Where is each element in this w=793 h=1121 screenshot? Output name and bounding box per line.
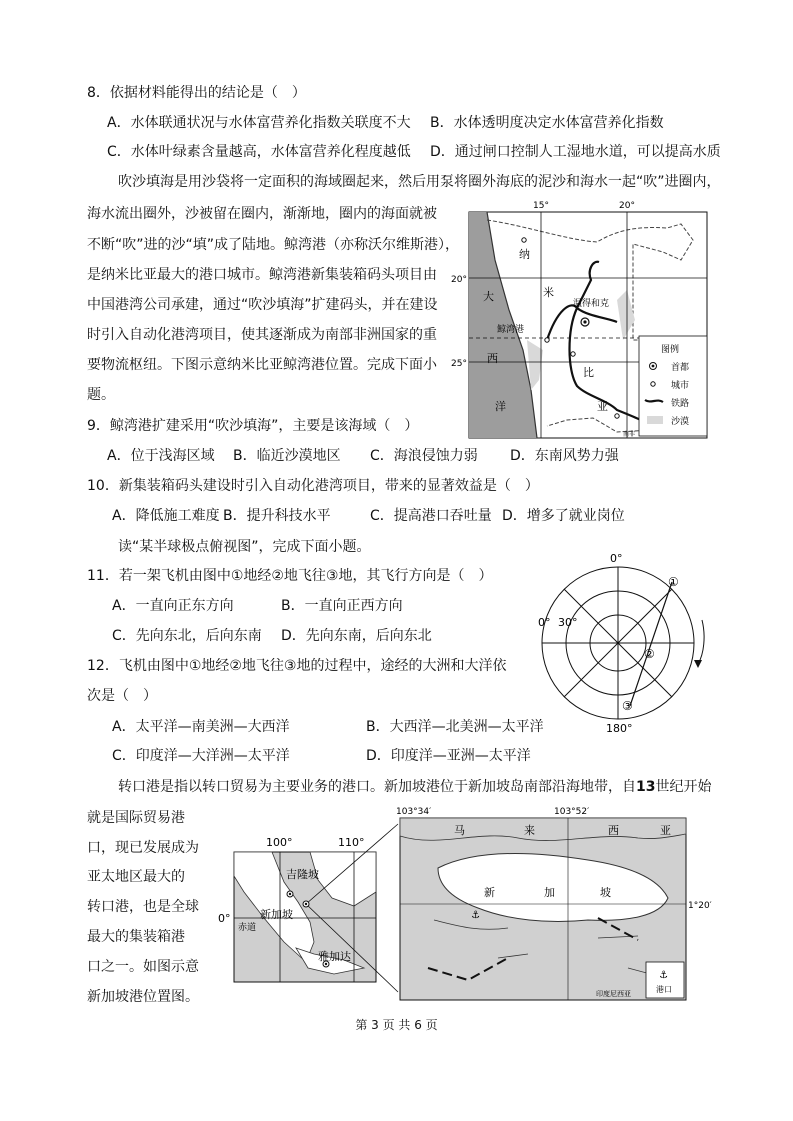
- lat-20-label: 20°: [451, 275, 467, 285]
- passage2-line-8: 新加坡港位置图。: [87, 989, 199, 1005]
- namibia-char-2: 米: [543, 286, 554, 299]
- passage2-line-1: 转口港是指以转口贸易为主要业务的港口。新加坡港位于新加坡岛南部沿海地带，自13世纪开始: [118, 779, 712, 795]
- polar-label-top: 0°: [610, 552, 623, 565]
- passage2-line-2: 就是国际贸易港: [87, 810, 185, 826]
- passage2-line-3: 口，现已发展成为: [87, 840, 199, 856]
- q9-option-b: B．临近沙漠地区: [233, 448, 341, 464]
- lon-100-label: 100°: [266, 836, 293, 849]
- lon-110-label: 110°: [338, 836, 365, 849]
- q11-option-a: A．一直向正东方向: [112, 598, 234, 614]
- svg-text:铁路: 铁路: [671, 399, 690, 409]
- q11-option-c: C．先向东北，后向东南: [112, 628, 262, 644]
- namibia-char-3: 比: [583, 366, 594, 379]
- malaysia-char-3: 西: [608, 824, 619, 837]
- q12-option-a: A．太平洋—南美洲—大西洋: [112, 719, 290, 735]
- south-africa-label: 南非: [623, 431, 636, 438]
- lat-25-label: 25°: [451, 359, 467, 369]
- q10-option-b: B．提升科技水平: [223, 508, 331, 524]
- ocean-char-1: 大: [483, 290, 494, 303]
- q9-option-a: A．位于浅海区域: [107, 448, 215, 464]
- q8-option-c: C．水体叶绿素含量越高，水体富营养化程度越低: [107, 144, 411, 160]
- svg-text:⚓: ⚓: [471, 910, 480, 921]
- q12-stem-2: 次是（ ）: [87, 688, 157, 704]
- svg-text:首都: 首都: [671, 363, 690, 373]
- namibia-map: [451, 200, 709, 440]
- singapore-char-3: 坡: [600, 886, 611, 899]
- singapore-island-map: [398, 808, 718, 1002]
- polar-label-left: 0°: [538, 616, 551, 629]
- q8-option-d: D．通过闸口控制人工湿地水道，可以提高水质: [430, 144, 721, 160]
- jakarta-label: 雅加达: [318, 950, 351, 963]
- q10-stem: 10．新集装箱码头建设时引入自动化港湾项目，带来的显著效益是（ ）: [87, 478, 539, 494]
- singapore-char-1: 新: [484, 886, 495, 899]
- malaysia-char-1: 马: [454, 824, 465, 837]
- passage2-line-4: 亚太地区最大的: [87, 869, 185, 885]
- port-legend-label: 港口: [656, 985, 672, 994]
- map-legend: [639, 336, 707, 436]
- page-footer: 第 3 页 共 6 页: [355, 1018, 438, 1032]
- q12-option-c: C．印度洋—大洋洲—太平洋: [112, 748, 290, 764]
- q10-option-a: A．降低施工难度: [112, 508, 220, 524]
- malaysia-char-2: 来: [524, 824, 535, 837]
- passage1-line-7: 要物流枢纽。下图示意纳米比亚鲸湾港位置。完成下面小: [87, 357, 437, 373]
- malaysia-char-4: 亚: [660, 824, 671, 837]
- singapore-char-2: 加: [544, 886, 555, 899]
- q12-stem-1: 12．飞机由图中①地经②地飞往③地的过程中，途经的大洲和大洋依: [87, 658, 507, 674]
- q11-stem: 11．若一架飞机由图中①地经②地飞往③地，其飞行方向是（ ）: [87, 568, 493, 584]
- flight-path: [630, 582, 672, 706]
- passage1-line-1: 吹沙填海是用沙袋将一定面积的海域圈起来，然后用泵将圈外海底的泥沙和海水一起“吹”进圈内，: [118, 174, 721, 190]
- q8-option-a: A．水体联通状况与水体富营养化指数关联度不大: [107, 115, 411, 131]
- kuala-lumpur-label: 吉隆坡: [286, 868, 319, 881]
- windhoek-label: 温得和克: [573, 299, 610, 309]
- lon-103-34-label: 103°34′: [396, 807, 432, 817]
- ocean-char-2: 西: [487, 352, 498, 365]
- indonesia-label: 印度尼西亚: [596, 990, 631, 998]
- passage1-line-4: 是纳米比亚最大的港口城市。鲸湾港新集装箱码头项目由: [87, 267, 437, 283]
- passage2-line-6: 最大的集装箱港: [87, 929, 185, 945]
- svg-text:沙漠: 沙漠: [671, 417, 690, 427]
- passage2-line-7: 口之一。如图示意: [87, 959, 199, 975]
- lon-103-52-label: 103°52′: [554, 807, 590, 817]
- q11-option-d: D．先向东南，后向东北: [281, 628, 432, 644]
- namibia-char-1: 纳: [519, 248, 530, 261]
- q10-option-c: C．提高港口吞吐量: [370, 508, 492, 524]
- namibia-char-4: 亚: [597, 400, 608, 413]
- passage2-line-5: 转口港，也是全球: [87, 899, 199, 915]
- walvis-bay-label: 鲸湾港: [497, 325, 525, 335]
- q9-option-c: C．海浪侵蚀力弱: [370, 448, 478, 464]
- singapore-label: 新加坡: [260, 908, 293, 921]
- lon-20-label: 20°: [619, 201, 635, 211]
- q8-stem: 8．依据材料能得出的结论是（ ）: [87, 85, 306, 101]
- lat-1-20-label: 1°20′: [688, 901, 712, 911]
- point-2-label: ②: [644, 647, 655, 661]
- equator-label: 赤道: [238, 923, 257, 933]
- point-1-label: ①: [668, 575, 679, 589]
- point-3-label: ③: [622, 699, 633, 713]
- svg-text:图例: 图例: [661, 345, 680, 355]
- passage1-line-2: 海水流出圈外，沙被留在圈内，渐渐地，圈内的海面就被: [87, 206, 437, 222]
- passage1-line-3: 不断“吹”进的沙“填”成了陆地。鲸湾港（亦称沃尔维斯港），: [87, 237, 460, 253]
- lon-15-label: 15°: [533, 201, 549, 211]
- passage1-line-5: 中国港湾公司承建，通过“吹沙填海”扩建码头，并在建设: [87, 297, 438, 313]
- polar-view-diagram: [530, 550, 710, 736]
- q8-option-b: B．水体透明度决定水体富营养化指数: [430, 115, 664, 131]
- q10-option-d: D．增多了就业岗位: [502, 508, 625, 524]
- q9-option-d: D．东南风势力强: [510, 448, 619, 464]
- q12-option-b: B．大西洋—北美洲—太平洋: [366, 719, 544, 735]
- passage1-line-8: 题。: [87, 387, 115, 403]
- passage1-line-6: 时引入自动化港湾项目，使其逐渐成为南部非洲国家的重: [87, 327, 437, 343]
- ocean-char-3: 洋: [495, 400, 506, 413]
- q9-stem: 9．鲸湾港扩建采用“吹沙填海”，主要是该海域（ ）: [87, 418, 419, 434]
- polar-label-30: 30°: [558, 616, 578, 629]
- polar-label-180: 180°: [606, 722, 633, 735]
- singapore-region-map: [214, 832, 386, 992]
- polar-intro: 读“某半球极点俯视图”，完成下面小题。: [118, 539, 371, 555]
- svg-text:城市: 城市: [671, 381, 690, 391]
- svg-text:⚓: ⚓: [659, 970, 668, 981]
- lat-0-label: 0°: [218, 912, 231, 925]
- q11-option-b: B．一直向正西方向: [281, 598, 403, 614]
- q12-option-d: D．印度洋—亚洲—太平洋: [366, 748, 531, 764]
